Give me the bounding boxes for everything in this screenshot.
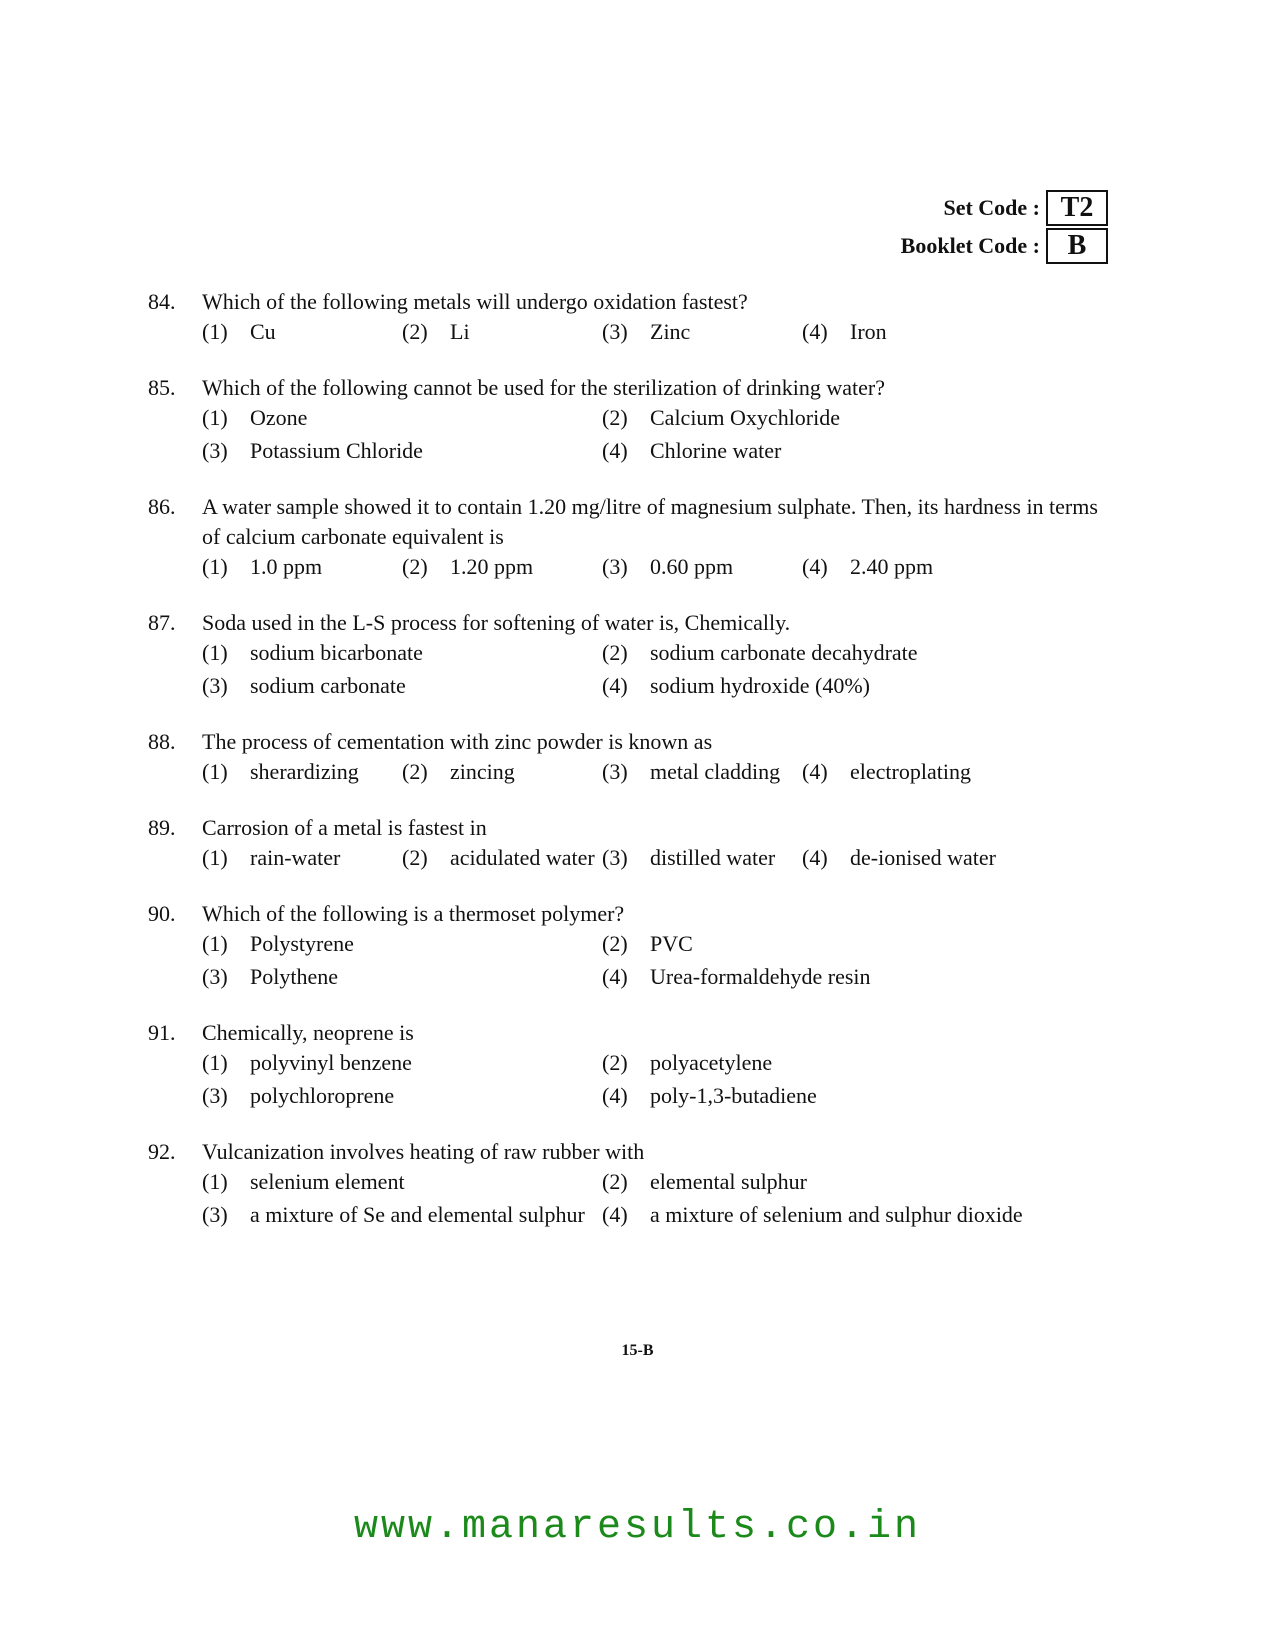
- option-text: sodium bicarbonate: [250, 640, 423, 665]
- option-text: Cu: [250, 319, 276, 344]
- option-number: (1): [202, 640, 228, 665]
- option-1: [202, 757, 402, 787]
- question-92: [148, 1137, 1118, 1230]
- option-3: [602, 552, 802, 582]
- option-number: (3): [202, 964, 228, 989]
- option-number: (1): [202, 1169, 228, 1194]
- question-number: 91.: [148, 1020, 176, 1045]
- option-2: [402, 317, 602, 347]
- question-86: [148, 492, 1118, 582]
- option-text: distilled water: [650, 845, 776, 870]
- option-number: (2): [602, 1169, 628, 1194]
- option-1: [202, 552, 402, 582]
- question-text: Carrosion of a metal is fastest in: [202, 815, 487, 840]
- option-text: acidulated water: [450, 845, 595, 870]
- option-number: (4): [802, 759, 828, 784]
- option-number: (4): [802, 554, 828, 579]
- option-number: (2): [602, 931, 628, 956]
- option-number: (3): [202, 1083, 228, 1108]
- options: [202, 403, 1118, 466]
- question-text: Vulcanization involves heating of raw rubber with: [202, 1139, 645, 1164]
- option-text: Iron: [850, 319, 887, 344]
- option-number: (1): [202, 319, 228, 344]
- question-number: 86.: [148, 494, 176, 519]
- option-text: PVC: [650, 931, 693, 956]
- question-85: [148, 373, 1118, 466]
- option-text: 1.0 ppm: [250, 554, 323, 579]
- option-2: [402, 757, 602, 787]
- option-1: [202, 929, 602, 959]
- option-3: [202, 962, 602, 992]
- option-number: (1): [202, 931, 228, 956]
- question-text: Which of the following is a thermoset polymer?: [202, 901, 625, 926]
- option-text: 2.40 ppm: [850, 554, 934, 579]
- option-3: [602, 317, 802, 347]
- booklet-code-label: Booklet Code :: [900, 233, 1040, 258]
- option-2: [602, 1048, 1062, 1078]
- option-text: zincing: [450, 759, 515, 784]
- options: [202, 552, 1118, 582]
- option-text: de-ionised water: [850, 845, 996, 870]
- option-text: sodium carbonate decahydrate: [650, 640, 918, 665]
- option-number: (4): [802, 845, 828, 870]
- option-text: a mixture of selenium and sulphur dioxide: [650, 1202, 1023, 1227]
- option-number: (2): [402, 845, 428, 870]
- question-number: 87.: [148, 610, 176, 635]
- option-text: sodium hydroxide (40%): [650, 673, 870, 698]
- option-3: [202, 671, 602, 701]
- options: [202, 1048, 1118, 1111]
- question-text: Which of the following cannot be used for the sterilization of drinking water?: [202, 375, 886, 400]
- option-number: (3): [602, 845, 628, 870]
- option-3: [202, 436, 602, 466]
- question-list: [148, 287, 1118, 1256]
- option-number: (4): [602, 438, 628, 463]
- option-2: [602, 403, 1062, 433]
- question-number: 85.: [148, 375, 176, 400]
- website-watermark: www.manaresults.co.in: [353, 1505, 922, 1550]
- option-1: [202, 403, 602, 433]
- set-code-label: Set Code :: [943, 195, 1040, 220]
- options: [202, 1167, 1118, 1230]
- option-number: (4): [802, 319, 828, 344]
- option-number: (3): [602, 759, 628, 784]
- option-4: [802, 317, 1032, 347]
- option-4: [802, 552, 1032, 582]
- question-87: [148, 608, 1118, 701]
- option-text: polyvinyl benzene: [250, 1050, 412, 1075]
- option-text: Calcium Oxychloride: [650, 405, 841, 430]
- option-text: 0.60 ppm: [650, 554, 734, 579]
- question-text: Soda used in the L-S process for softening of water is, Chemically.: [202, 610, 791, 635]
- question-number: 92.: [148, 1139, 176, 1164]
- booklet-code-row: [901, 227, 1108, 265]
- option-text: Li: [450, 319, 470, 344]
- option-number: (2): [602, 640, 628, 665]
- option-4: [602, 1081, 1062, 1111]
- question-88: [148, 727, 1118, 787]
- option-number: (1): [202, 759, 228, 784]
- question-number: 88.: [148, 729, 176, 754]
- booklet-code-value: B: [1046, 228, 1108, 264]
- option-number: (2): [602, 1050, 628, 1075]
- option-4: [602, 671, 1062, 701]
- option-4: [602, 1200, 1062, 1230]
- option-2: [602, 1167, 1062, 1197]
- option-number: (2): [602, 405, 628, 430]
- option-text: a mixture of Se and elemental sulphur: [250, 1202, 585, 1227]
- option-text: Ozone: [250, 405, 308, 430]
- option-number: (3): [602, 319, 628, 344]
- page-number: 15-B: [621, 1342, 654, 1359]
- option-text: electroplating: [850, 759, 971, 784]
- option-number: (3): [202, 438, 228, 463]
- option-3: [202, 1081, 602, 1111]
- option-3: [602, 843, 802, 873]
- question-text: The process of cementation with zinc powder is known as: [202, 729, 713, 754]
- option-2: [402, 843, 602, 873]
- option-1: [202, 843, 402, 873]
- option-4: [602, 962, 1062, 992]
- option-1: [202, 1167, 602, 1197]
- options: [202, 317, 1118, 347]
- option-number: (1): [202, 554, 228, 579]
- option-4: [602, 436, 1062, 466]
- option-1: [202, 1048, 602, 1078]
- options: [202, 638, 1118, 701]
- option-number: (4): [602, 673, 628, 698]
- option-text: metal cladding: [650, 759, 781, 784]
- option-number: (1): [202, 405, 228, 430]
- option-number: (4): [602, 964, 628, 989]
- option-number: (1): [202, 845, 228, 870]
- question-91: [148, 1018, 1118, 1111]
- question-90: [148, 899, 1118, 992]
- options: [202, 843, 1118, 873]
- question-text: A water sample showed it to contain 1.20 mg/litre of magnesium sulphate. Then, its hardness in terms of calcium carbonate equivalent is: [202, 494, 1098, 549]
- option-4: [802, 843, 1032, 873]
- option-number: (3): [202, 1202, 228, 1227]
- option-text: elemental sulphur: [650, 1169, 808, 1194]
- option-3: [602, 757, 802, 787]
- option-number: (3): [602, 554, 628, 579]
- option-text: sherardizing: [250, 759, 359, 784]
- option-text: Urea-formaldehyde resin: [650, 964, 871, 989]
- option-2: [602, 638, 1062, 668]
- option-2: [602, 929, 1062, 959]
- question-number: 84.: [148, 289, 176, 314]
- option-text: sodium carbonate: [250, 673, 406, 698]
- question-text: Chemically, neoprene is: [202, 1020, 414, 1045]
- option-number: (2): [402, 759, 428, 784]
- option-number: (2): [402, 319, 428, 344]
- option-number: (2): [402, 554, 428, 579]
- option-number: (4): [602, 1202, 628, 1227]
- option-number: (4): [602, 1083, 628, 1108]
- option-text: Potassium Chloride: [250, 438, 423, 463]
- option-text: Zinc: [650, 319, 691, 344]
- option-text: 1.20 ppm: [450, 554, 534, 579]
- option-text: Polythene: [250, 964, 338, 989]
- option-text: Polystyrene: [250, 931, 354, 956]
- set-code-value: T2: [1046, 190, 1108, 226]
- exam-codes: [901, 189, 1108, 265]
- question-text: Which of the following metals will undergo oxidation fastest?: [202, 289, 748, 314]
- option-text: rain-water: [250, 845, 341, 870]
- option-text: Chlorine water: [650, 438, 782, 463]
- option-number: (1): [202, 1050, 228, 1075]
- option-2: [402, 552, 602, 582]
- set-code-row: [901, 189, 1108, 227]
- option-text: poly-1,3-butadiene: [650, 1083, 817, 1108]
- option-1: [202, 638, 602, 668]
- question-number: 89.: [148, 815, 176, 840]
- options: [202, 757, 1118, 787]
- question-89: [148, 813, 1118, 873]
- question-84: [148, 287, 1118, 347]
- option-3: [202, 1200, 602, 1230]
- option-text: polyacetylene: [650, 1050, 773, 1075]
- option-number: (3): [202, 673, 228, 698]
- option-text: selenium element: [250, 1169, 405, 1194]
- option-4: [802, 757, 1032, 787]
- option-1: [202, 317, 402, 347]
- question-number: 90.: [148, 901, 176, 926]
- option-text: polychloroprene: [250, 1083, 395, 1108]
- options: [202, 929, 1118, 992]
